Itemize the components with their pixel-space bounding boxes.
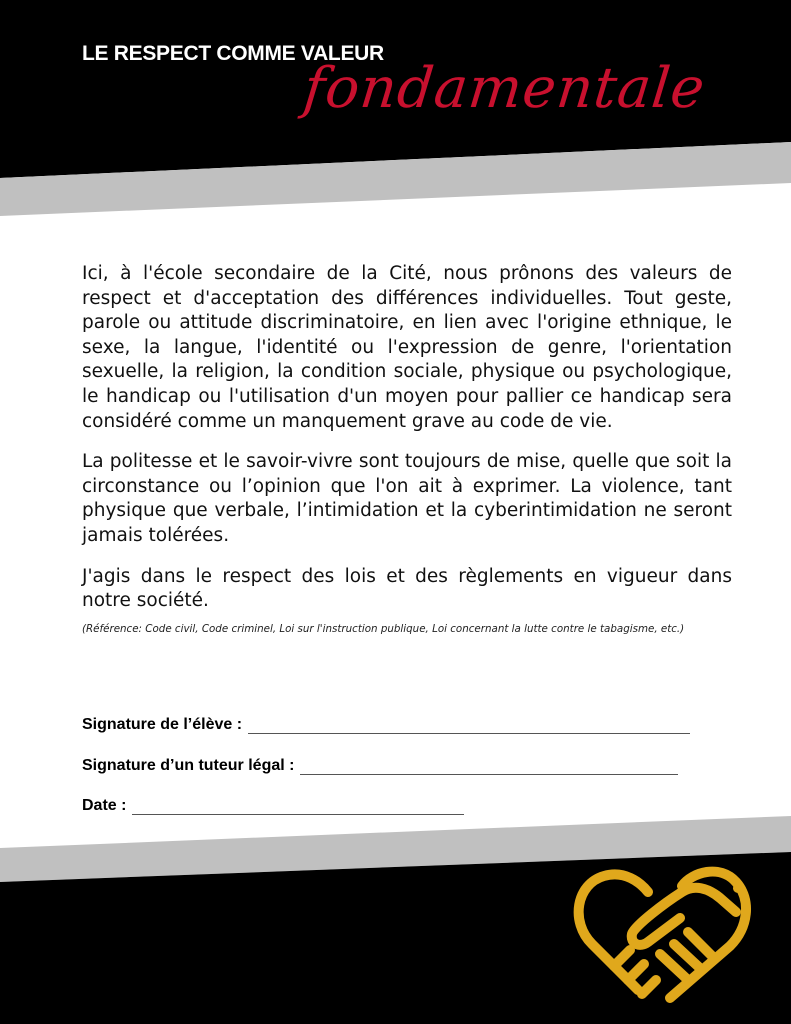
- guardian-signature-row: [82, 757, 678, 775]
- main-content: [82, 262, 732, 636]
- reference-note: (Référence: Code civil, Code criminel, Loi sur l'instruction publique, Loi concernant la lutte contre le tabagisme, etc.): [82, 622, 685, 635]
- date-label: Date :: [82, 797, 127, 814]
- paragraph-laws: J'agis dans le respect des lois et des règlements en vigueur dans notre société.: [82, 565, 732, 612]
- handshake-heart-icon: [570, 858, 754, 1008]
- student-signature-label: Signature de l’élève :: [82, 716, 243, 733]
- title-line-1: LE RESPECT COMME VALEUR: [82, 42, 384, 65]
- student-signature-line[interactable]: [248, 717, 690, 734]
- title-script-word: fondamentale: [300, 56, 709, 121]
- paragraph-politeness: La politesse et le savoir-vivre sont toujours de mise, quelle que soit la circonstance ou l’opinion que l'on ait à exprimer. La violence, tant physique que verbale, l’intimidation et la cyberintimidation ne seront jamais tolérées.: [82, 451, 732, 546]
- paragraph-respect: Ici, à l'école secondaire de la Cité, nous prônons des valeurs de respect et d'acceptation des différences individuelles. Tout geste, parole ou attitude discriminatoire, en lien avec l'origine ethnique, le sexe, la langue, l'identité ou l'expression de genre, l'orientation sexuelle, la religion, la condition sociale, physique ou psychologique, le handicap ou l'utilisation d'un moyen pour pallier ce handicap sera considéré comme un manquement grave au code de vie.: [82, 263, 732, 432]
- student-signature-row: [82, 716, 690, 734]
- guardian-signature-label: Signature d’un tuteur légal :: [82, 757, 295, 774]
- guardian-signature-line[interactable]: [300, 758, 678, 775]
